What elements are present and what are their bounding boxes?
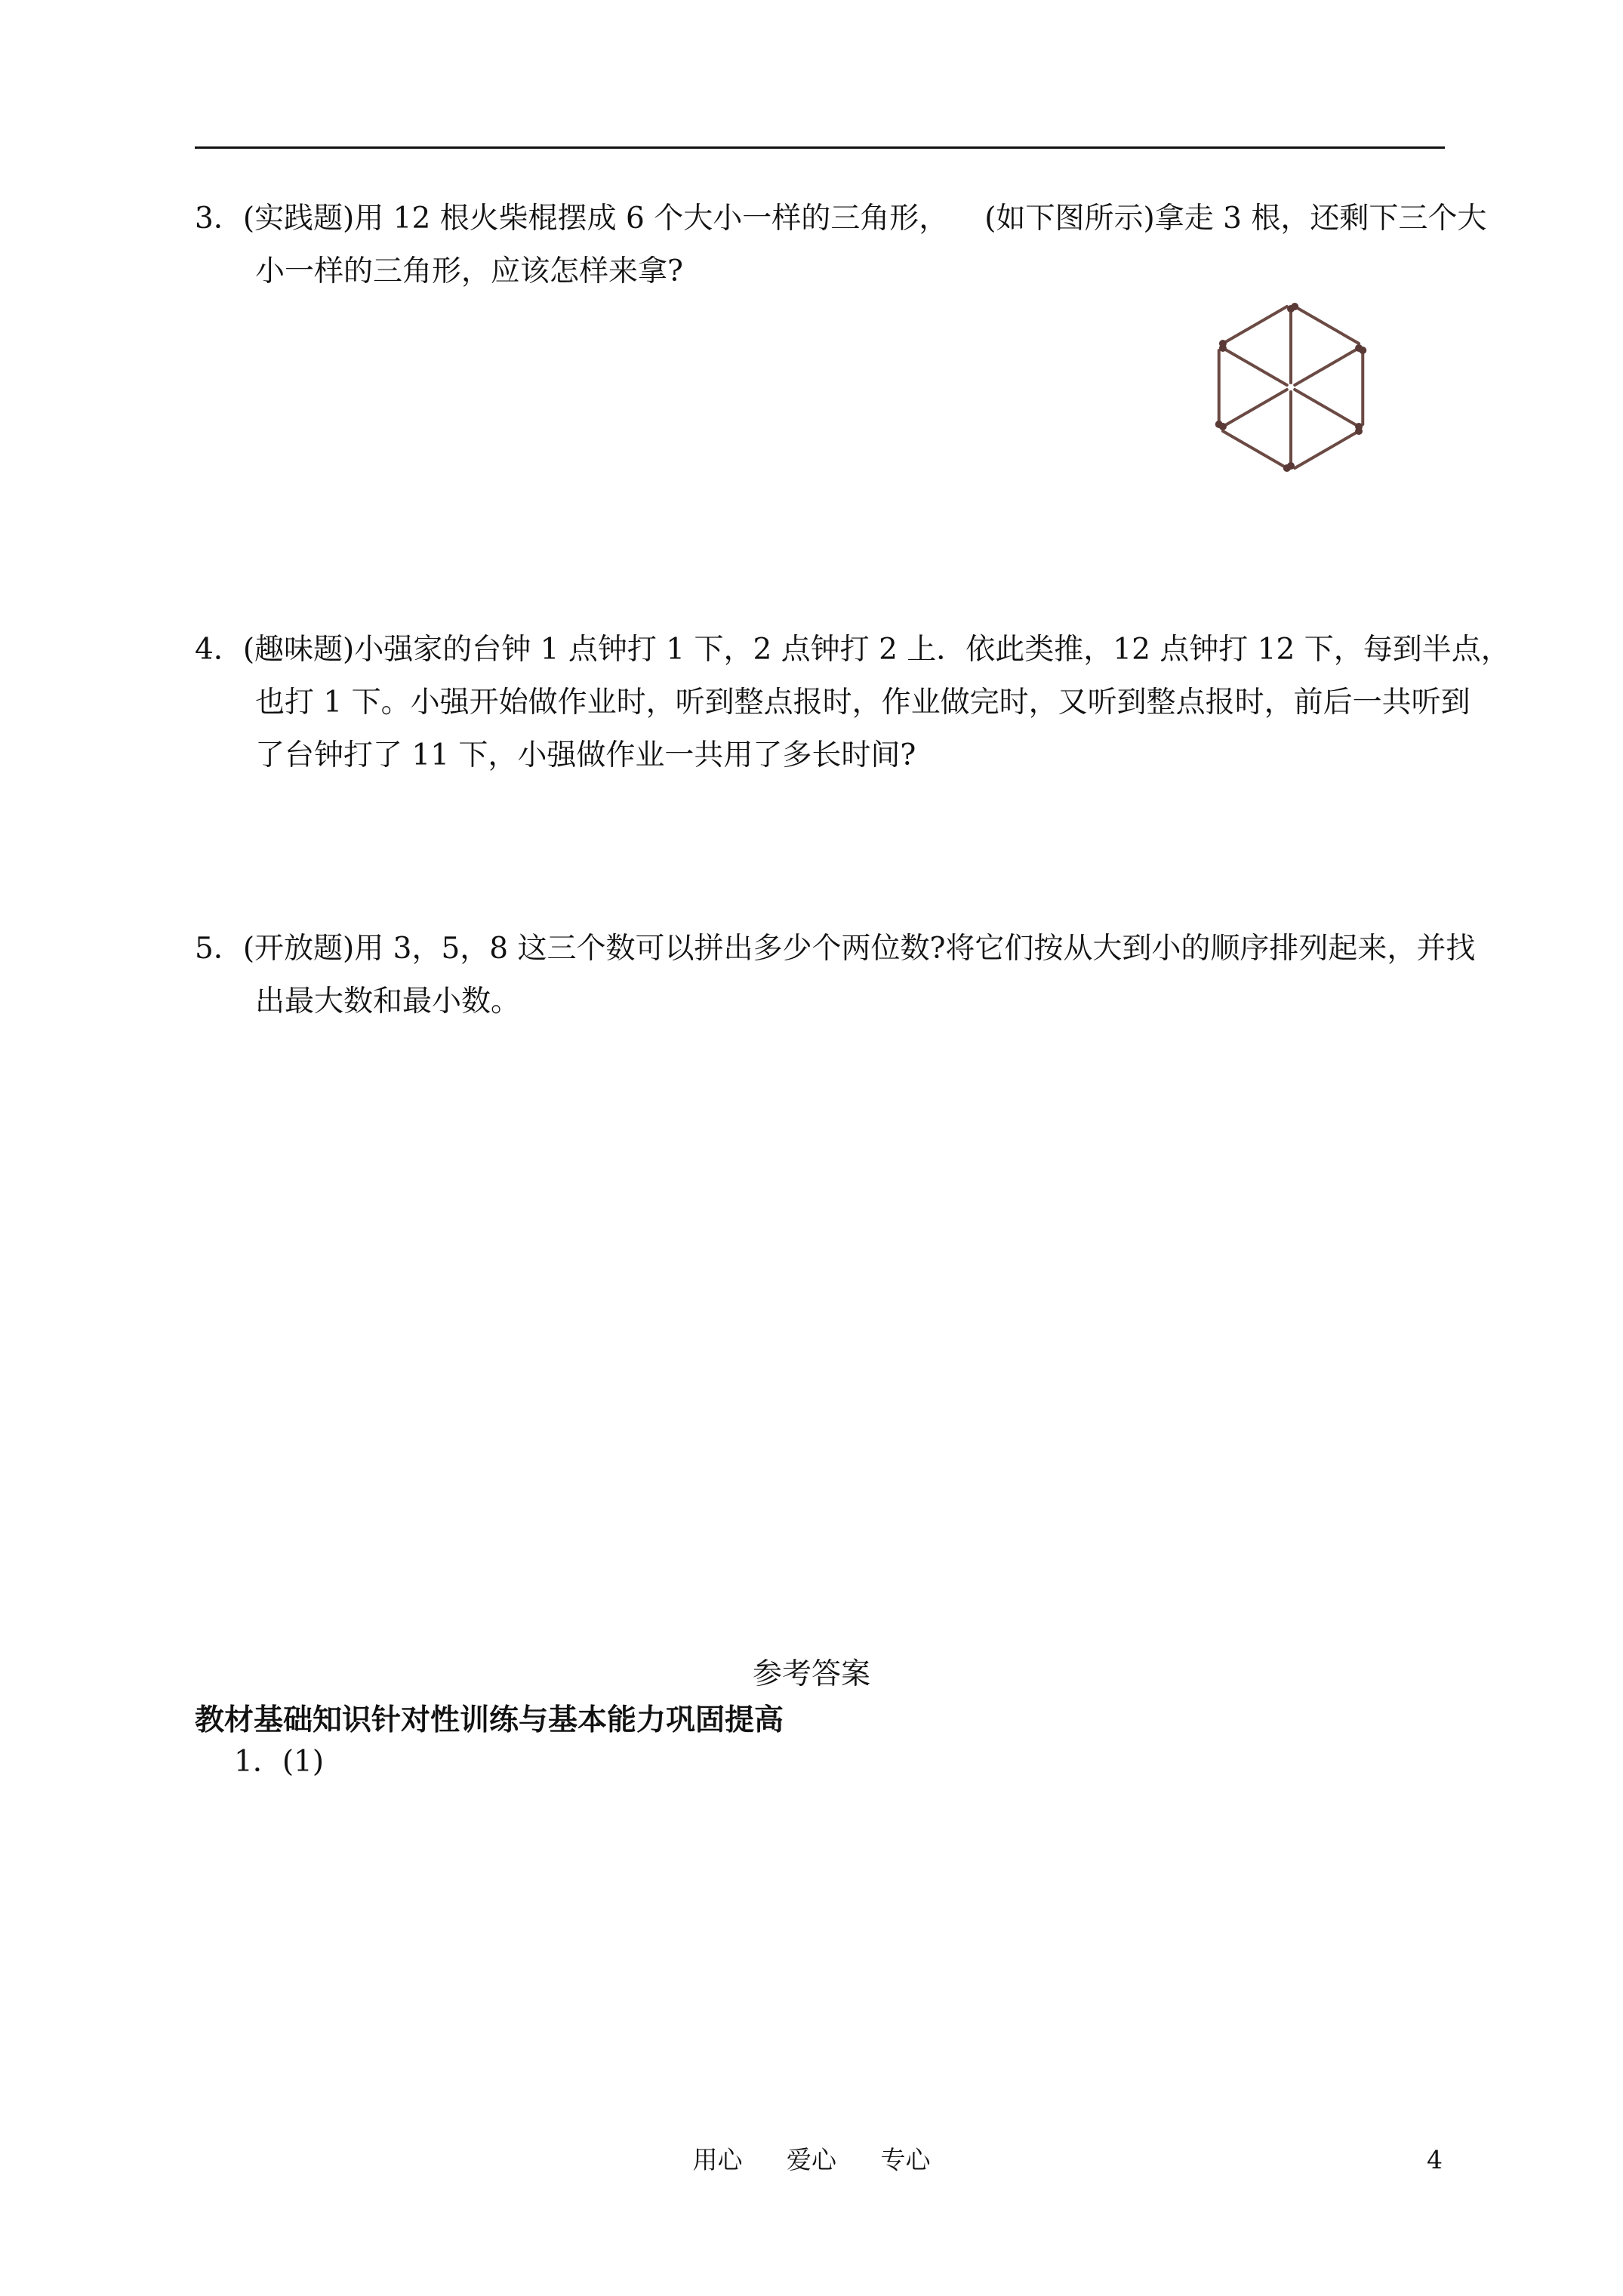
match-head <box>1287 305 1295 313</box>
question-4-line-3: 了台钟打了 11 下，小强做作业一共用了多长时间? <box>255 738 916 772</box>
spoke-matchstick <box>1295 348 1359 385</box>
spoke-matchstick <box>1223 390 1287 427</box>
question-5 <box>195 923 1476 1028</box>
match-head <box>1287 462 1295 470</box>
outer-matchstick <box>1295 307 1359 344</box>
outer-matchstick <box>1223 431 1287 468</box>
answer-key-title: 参考答案 <box>752 1657 870 1691</box>
question-4 <box>195 624 1511 782</box>
page-footer <box>0 2143 1623 2177</box>
footer-slogan: 专心 <box>880 2145 931 2174</box>
question-3-line-1: 3．(实践题)用 12 根火柴棍摆成 6 个大小一样的三角形， (如下图所示)拿走 3 根，还剩下三个大 <box>195 202 1487 236</box>
question-3-line-2: 小一样的三角形，应该怎样来拿? <box>255 254 683 288</box>
outer-matchstick <box>1295 431 1359 468</box>
match-head <box>1355 344 1363 352</box>
question-5-line-1: 5．(开放题)用 3，5，8 这三个数可以拼出多少个两位数?将它们按从大到小的顺序排列起来，并找 <box>195 932 1476 966</box>
matchstick-hexagon-figure <box>1193 291 1389 487</box>
page-number: 4 <box>1427 2145 1443 2174</box>
spoke-matchstick <box>1223 348 1287 385</box>
footer-slogan: 爱心 <box>787 2145 836 2174</box>
match-head <box>1219 423 1227 430</box>
answer-section-title: 教材基础知识针对性训练与基本能力巩固提高 <box>195 1703 784 1737</box>
outer-matchstick <box>1223 307 1287 344</box>
match-head <box>1355 423 1363 430</box>
question-3 <box>195 193 1487 298</box>
header-rule <box>195 146 1445 149</box>
answer-item-1: 1．(1) <box>234 1745 325 1779</box>
question-5-line-2: 出最大数和最小数。 <box>255 985 521 1019</box>
spoke-matchstick <box>1295 390 1359 427</box>
question-4-line-1: 4．(趣味题)小强家的台钟 1 点钟打 1 下，2 点钟打 2 上．依此类推，12 点钟打 12 下，每到半点， <box>195 633 1511 667</box>
match-head <box>1219 344 1227 352</box>
footer-slogan: 用心 <box>692 2145 743 2174</box>
matchstick-hexagon-icon <box>1193 291 1389 487</box>
question-4-line-2: 也打 1 下。小强开始做作业时，听到整点报时，作业做完时，又听到整点报时，前后一共听到 <box>255 686 1471 720</box>
